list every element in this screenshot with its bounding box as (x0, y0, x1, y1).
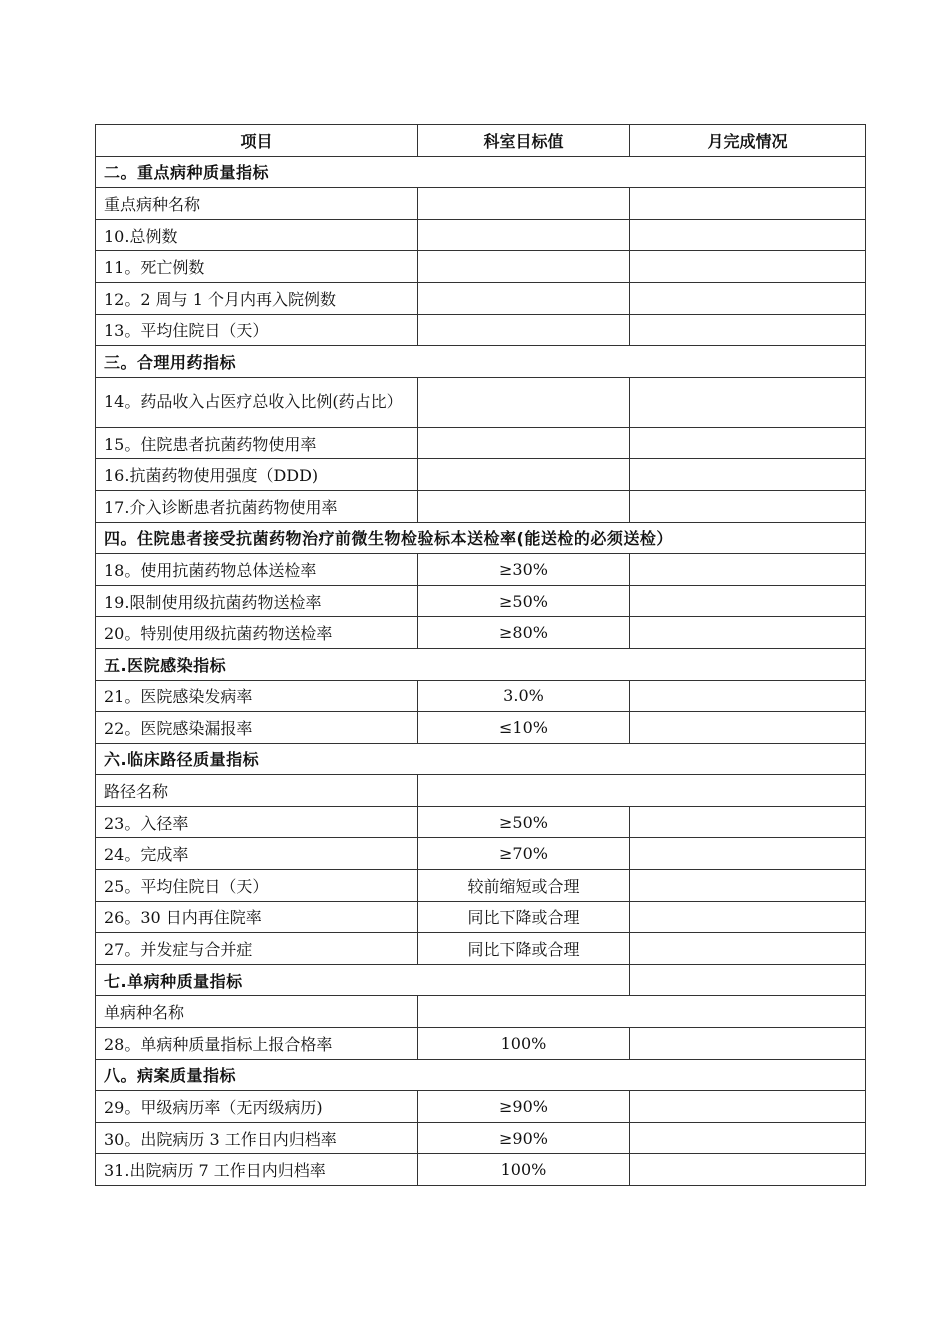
header-monthly: 月完成情况 (630, 125, 866, 157)
target-cell: ≥50% (418, 806, 630, 838)
monthly-cell[interactable] (630, 806, 866, 838)
item-cell: 15。住院患者抗菌药物使用率 (96, 427, 418, 459)
monthly-cell[interactable] (630, 219, 866, 251)
item-cell: 19.限制使用级抗菌药物送检率 (96, 585, 418, 617)
target-cell (418, 188, 630, 220)
target-cell: 较前缩短或合理 (418, 870, 630, 902)
item-cell: 21。医院感染发病率 (96, 680, 418, 712)
monthly-cell[interactable] (630, 1028, 866, 1060)
target-cell: ≥30% (418, 554, 630, 586)
section-title: 三。合理用药指标 (96, 346, 866, 378)
quality-indicator-table (95, 124, 866, 1186)
table-row (96, 838, 866, 870)
monthly-cell[interactable] (630, 933, 866, 965)
target-cell: ≥80% (418, 617, 630, 649)
item-cell: 26。30 日内再住院率 (96, 901, 418, 933)
table-row (96, 996, 866, 1028)
table-row (96, 1028, 866, 1060)
item-cell: 30。出院病历 3 工作日内归档率 (96, 1122, 418, 1154)
item-cell: 16.抗菌药物使用强度（DDD) (96, 459, 418, 491)
monthly-cell[interactable] (630, 314, 866, 346)
target-cell: 同比下降或合理 (418, 901, 630, 933)
section-title: 五.医院感染指标 (96, 648, 866, 680)
section-row (96, 1059, 866, 1091)
target-cell: 同比下降或合理 (418, 933, 630, 965)
table-row (96, 775, 866, 807)
monthly-cell[interactable] (630, 838, 866, 870)
table-body (96, 156, 866, 1185)
target-cell (418, 377, 630, 427)
target-cell[interactable] (418, 775, 866, 807)
target-cell: ≥90% (418, 1091, 630, 1123)
target-cell: ≤10% (418, 712, 630, 744)
section-title: 六.临床路径质量指标 (96, 743, 866, 775)
table-row (96, 1154, 866, 1186)
table-row (96, 427, 866, 459)
monthly-cell[interactable] (630, 1154, 866, 1186)
target-cell[interactable] (418, 996, 866, 1028)
table-row (96, 282, 866, 314)
item-cell: 22。医院感染漏报率 (96, 712, 418, 744)
table-row (96, 901, 866, 933)
table-row (96, 554, 866, 586)
item-cell: 17.介入诊断患者抗菌药物使用率 (96, 490, 418, 522)
item-cell: 27。并发症与合并症 (96, 933, 418, 965)
section-title: 七.单病种质量指标 (96, 964, 630, 996)
monthly-cell[interactable] (630, 188, 866, 220)
monthly-cell[interactable] (630, 680, 866, 712)
monthly-cell[interactable] (630, 901, 866, 933)
monthly-cell[interactable] (630, 427, 866, 459)
table-row (96, 377, 866, 427)
table-row (96, 314, 866, 346)
monthly-cell[interactable] (630, 490, 866, 522)
target-cell: ≥90% (418, 1122, 630, 1154)
target-cell (418, 314, 630, 346)
target-cell: 3.0% (418, 680, 630, 712)
target-cell: 100% (418, 1154, 630, 1186)
table-row (96, 870, 866, 902)
item-cell: 14。药品收入占医疗总收入比例(药占比） (96, 377, 418, 427)
item-cell: 31.出院病历 7 工作日内归档率 (96, 1154, 418, 1186)
monthly-cell[interactable] (630, 712, 866, 744)
header-target: 科室目标值 (418, 125, 630, 157)
item-cell: 28。单病种质量指标上报合格率 (96, 1028, 418, 1060)
table-row (96, 251, 866, 283)
table-row (96, 680, 866, 712)
item-cell: 路径名称 (96, 775, 418, 807)
section-row (96, 964, 866, 996)
table-row (96, 490, 866, 522)
item-cell: 10.总例数 (96, 219, 418, 251)
monthly-cell[interactable] (630, 1122, 866, 1154)
section-row (96, 522, 866, 554)
item-cell: 单病种名称 (96, 996, 418, 1028)
item-cell: 25。平均住院日（天） (96, 870, 418, 902)
monthly-cell[interactable] (630, 554, 866, 586)
table-row (96, 585, 866, 617)
target-cell (418, 282, 630, 314)
item-cell: 23。入径率 (96, 806, 418, 838)
item-cell: 12。2 周与 1 个月内再入院例数 (96, 282, 418, 314)
item-cell: 29。甲级病历率（无丙级病历) (96, 1091, 418, 1123)
table-row (96, 712, 866, 744)
section-title: 八。病案质量指标 (96, 1059, 866, 1091)
section-row (96, 346, 866, 378)
section-title: 二。重点病种质量指标 (96, 156, 866, 188)
target-cell: ≥70% (418, 838, 630, 870)
item-cell: 11。死亡例数 (96, 251, 418, 283)
section-row (96, 648, 866, 680)
item-cell: 重点病种名称 (96, 188, 418, 220)
section-row (96, 743, 866, 775)
target-cell (418, 427, 630, 459)
item-cell: 20。特别使用级抗菌药物送检率 (96, 617, 418, 649)
table-header-row (96, 125, 866, 157)
target-cell: 100% (418, 1028, 630, 1060)
table-row (96, 933, 866, 965)
target-cell (418, 219, 630, 251)
monthly-cell[interactable] (630, 585, 866, 617)
item-cell: 24。完成率 (96, 838, 418, 870)
target-cell (418, 459, 630, 491)
section-row (96, 156, 866, 188)
item-cell: 13。平均住院日（天） (96, 314, 418, 346)
monthly-cell[interactable] (630, 377, 866, 427)
monthly-cell[interactable] (630, 870, 866, 902)
section-title: 四。住院患者接受抗菌药物治疗前微生物检验标本送检率(能送检的必须送检） (96, 522, 866, 554)
target-cell: ≥50% (418, 585, 630, 617)
table-row (96, 1122, 866, 1154)
table-row (96, 1091, 866, 1123)
monthly-cell[interactable] (630, 964, 866, 996)
table-row (96, 188, 866, 220)
target-cell (418, 490, 630, 522)
monthly-cell[interactable] (630, 617, 866, 649)
header-item: 项目 (96, 125, 418, 157)
table-row (96, 219, 866, 251)
table-row (96, 806, 866, 838)
table-row (96, 617, 866, 649)
monthly-cell[interactable] (630, 459, 866, 491)
target-cell (418, 251, 630, 283)
table-row (96, 459, 866, 491)
monthly-cell[interactable] (630, 1091, 866, 1123)
item-cell: 18。使用抗菌药物总体送检率 (96, 554, 418, 586)
monthly-cell[interactable] (630, 282, 866, 314)
monthly-cell[interactable] (630, 251, 866, 283)
